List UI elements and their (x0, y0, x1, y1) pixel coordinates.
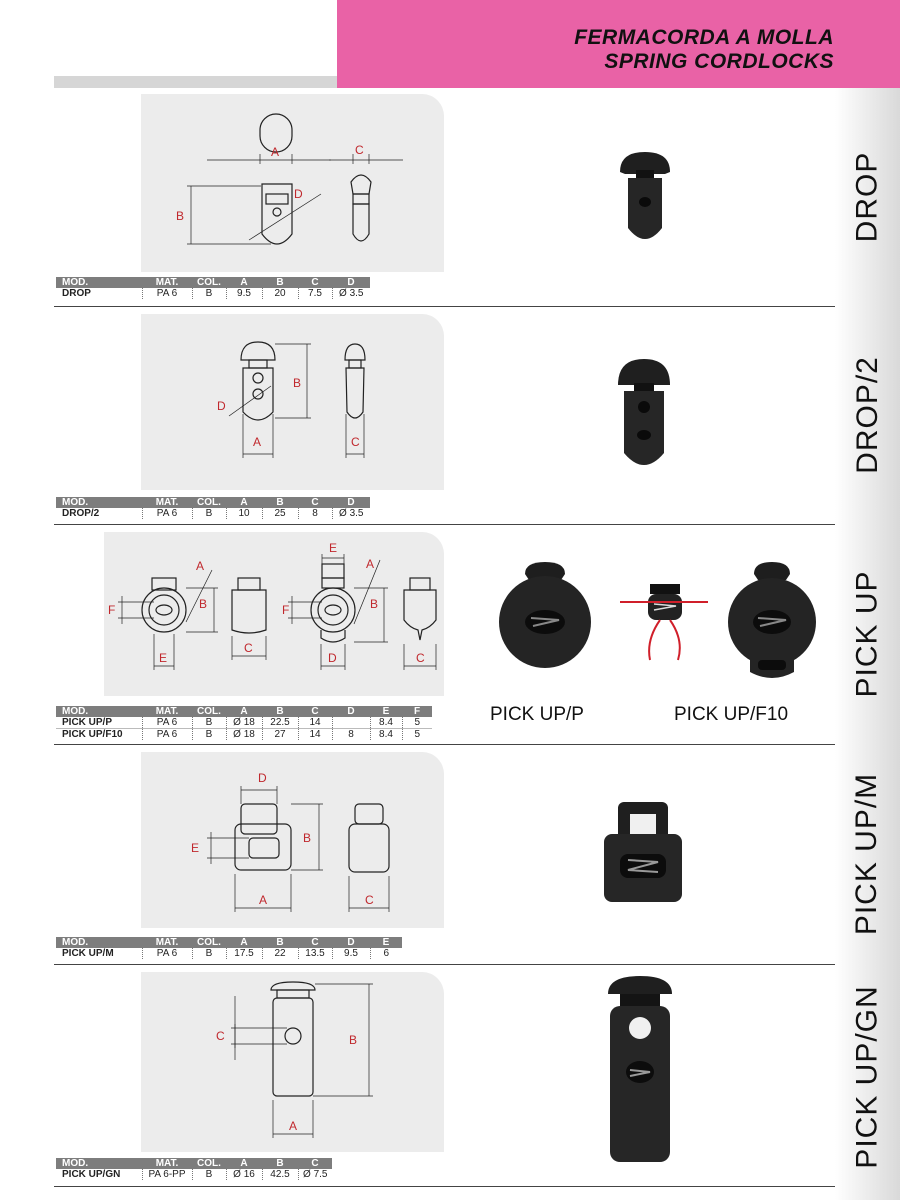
pickup-dim-a: A (196, 559, 205, 573)
table-row (56, 1169, 332, 1180)
side-label-pickupgn-text: PICK UP/GN (850, 985, 884, 1169)
th-col: COL. (192, 706, 226, 717)
pickupf10-dim-b: B (370, 597, 379, 611)
section-divider (54, 1186, 835, 1187)
pickupm-photo (600, 800, 686, 904)
th-d: D (332, 277, 370, 288)
side-label-pickup (835, 524, 900, 744)
cell-b: 27 (262, 729, 298, 741)
drop-dim-c: C (355, 143, 364, 157)
cell-d: 8 (332, 729, 370, 741)
cell-mat: PA 6 (142, 288, 192, 299)
th-c: C (298, 1158, 332, 1169)
pickupm-dim-a: A (259, 893, 268, 907)
th-mod: MOD. (56, 937, 142, 948)
pickupm-dim-b: B (303, 831, 312, 845)
th-c: C (298, 277, 332, 288)
title-english: SPRING CORDLOCKS (604, 50, 834, 73)
cell-a: 10 (226, 508, 262, 519)
section-divider (54, 964, 835, 965)
section-divider (54, 524, 835, 525)
pickupf10-dim-d: D (328, 651, 337, 665)
cell-b: 25 (262, 508, 298, 519)
cell-a: Ø 18 (226, 729, 262, 741)
th-col: COL. (192, 937, 226, 948)
th-a: A (226, 937, 262, 948)
pickupm-technical-drawing (141, 752, 444, 928)
th-b: B (262, 497, 298, 508)
table-row (56, 717, 432, 729)
cell-col: B (192, 717, 226, 729)
th-f: F (402, 706, 432, 717)
pickupgn-dim-a: A (289, 1119, 298, 1133)
th-a: A (226, 1158, 262, 1169)
cell-a: 17.5 (226, 948, 262, 959)
pickup-dim-f: F (108, 603, 116, 617)
pickupm-dim-d: D (258, 771, 267, 785)
pickup-f10-photo (726, 560, 818, 684)
cell-mod: DROP (56, 288, 142, 299)
cell-c: 8 (298, 508, 332, 519)
cell-d (332, 717, 370, 729)
pickupf10-dim-e: E (329, 541, 338, 555)
cell-a: Ø 16 (226, 1169, 262, 1180)
cell-e: 8.4 (370, 717, 402, 729)
cell-c: Ø 7.5 (298, 1169, 332, 1180)
side-label-drop2 (835, 306, 900, 524)
photo-label-pickup-p: PICK UP/P (490, 704, 584, 725)
drop-technical-drawing (141, 94, 444, 272)
pickup-dim-e: E (159, 651, 168, 665)
table-row (56, 288, 370, 299)
cell-d: Ø 3.5 (332, 508, 370, 519)
cell-e: 8.4 (370, 729, 402, 741)
th-b: B (262, 706, 298, 717)
th-e: E (370, 706, 402, 717)
cell-f: 5 (402, 717, 432, 729)
pickup-dim-c: C (244, 641, 253, 655)
pickupm-dim-e: E (191, 841, 200, 855)
cell-f: 5 (402, 729, 432, 741)
th-mat: MAT. (142, 706, 192, 717)
side-label-pickupm-text: PICK UP/M (850, 772, 884, 936)
cell-b: 22.5 (262, 717, 298, 729)
th-mod: MOD. (56, 1158, 142, 1169)
drop2-dim-c: C (351, 435, 360, 449)
cell-col: B (192, 1169, 226, 1180)
drop2-dim-b: B (293, 376, 302, 390)
th-mod: MOD. (56, 277, 142, 288)
th-col: COL. (192, 1158, 226, 1169)
cell-a: Ø 18 (226, 717, 262, 729)
pickupgn-spec-table (56, 1158, 332, 1180)
pickupm-spec-table (56, 937, 402, 959)
drop2-dim-a: A (253, 435, 262, 449)
cell-a: 9.5 (226, 288, 262, 299)
pickupgn-photo (598, 972, 682, 1166)
th-a: A (226, 277, 262, 288)
header-banner (337, 0, 900, 88)
th-col: COL. (192, 497, 226, 508)
cell-col: B (192, 729, 226, 741)
pickup-dim-b: B (199, 597, 208, 611)
th-d: D (332, 937, 370, 948)
photo-label-pickup-f10: PICK UP/F10 (674, 704, 789, 725)
drop-dim-b: B (176, 209, 185, 223)
section-divider (54, 744, 835, 745)
drop2-spec-table (56, 497, 370, 519)
th-mat: MAT. (142, 277, 192, 288)
cell-mod: PICK UP/F10 (56, 729, 142, 741)
th-b: B (262, 937, 298, 948)
cell-b: 20 (262, 288, 298, 299)
cell-d: 9.5 (332, 948, 370, 959)
drop-spec-table (56, 277, 370, 299)
pickupgn-dim-c: C (216, 1029, 225, 1043)
drop2-dim-d: D (217, 399, 226, 413)
th-col: COL. (192, 277, 226, 288)
th-d: D (332, 706, 370, 717)
pickupf10-dim-a: A (366, 557, 375, 571)
pickupm-dim-c: C (365, 893, 374, 907)
th-mat: MAT. (142, 497, 192, 508)
section-divider (54, 306, 835, 307)
pickup-cord-diagram (620, 580, 710, 662)
cell-b: 42.5 (262, 1169, 298, 1180)
side-label-pickupgn (835, 964, 900, 1190)
cell-c: 14 (298, 729, 332, 741)
drop-dim-a: A (271, 145, 280, 159)
cell-col: B (192, 288, 226, 299)
drop2-technical-drawing (141, 314, 444, 490)
th-mod: MOD. (56, 706, 142, 717)
pickupgn-technical-drawing (141, 972, 444, 1152)
pickupf10-dim-f: F (282, 603, 290, 617)
pickupf10-dim-c: C (416, 651, 425, 665)
cell-mat: PA 6-PP (142, 1169, 192, 1180)
side-label-drop-text: DROP (850, 151, 884, 243)
th-d: D (332, 497, 370, 508)
side-label-pickupm (835, 744, 900, 964)
cell-e: 6 (370, 948, 402, 959)
drop-photo (610, 150, 680, 250)
pickup-p-photo (495, 560, 595, 670)
table-row (56, 729, 432, 741)
th-a: A (226, 706, 262, 717)
title-italian: FERMACORDA A MOLLA (574, 26, 834, 49)
cell-mat: PA 6 (142, 717, 192, 729)
side-label-drop (835, 88, 900, 306)
th-e: E (370, 937, 402, 948)
pickupgn-dim-b: B (349, 1033, 358, 1047)
table-row (56, 508, 370, 519)
cell-mat: PA 6 (142, 948, 192, 959)
cell-c: 13.5 (298, 948, 332, 959)
header-grey-bar (54, 76, 337, 88)
cell-mod: PICK UP/GN (56, 1169, 142, 1180)
pickup-spec-table (56, 706, 432, 740)
cell-col: B (192, 948, 226, 959)
th-mat: MAT. (142, 937, 192, 948)
cell-mod: DROP/2 (56, 508, 142, 519)
cell-mod: PICK UP/M (56, 948, 142, 959)
cell-c: 14 (298, 717, 332, 729)
cell-c: 7.5 (298, 288, 332, 299)
table-row (56, 948, 402, 959)
th-b: B (262, 1158, 298, 1169)
cell-mat: PA 6 (142, 729, 192, 741)
cell-col: B (192, 508, 226, 519)
side-label-drop2-text: DROP/2 (850, 356, 884, 474)
pickup-technical-drawing (104, 532, 444, 696)
side-label-pickup-text: PICK UP (850, 570, 884, 698)
th-mat: MAT. (142, 1158, 192, 1169)
cell-mat: PA 6 (142, 508, 192, 519)
drop-dim-d: D (294, 187, 303, 201)
th-a: A (226, 497, 262, 508)
cell-mod: PICK UP/P (56, 717, 142, 729)
th-c: C (298, 497, 332, 508)
th-c: C (298, 706, 332, 717)
cell-d: Ø 3.5 (332, 288, 370, 299)
drop2-photo (608, 355, 680, 475)
th-mod: MOD. (56, 497, 142, 508)
cell-b: 22 (262, 948, 298, 959)
th-b: B (262, 277, 298, 288)
th-c: C (298, 937, 332, 948)
